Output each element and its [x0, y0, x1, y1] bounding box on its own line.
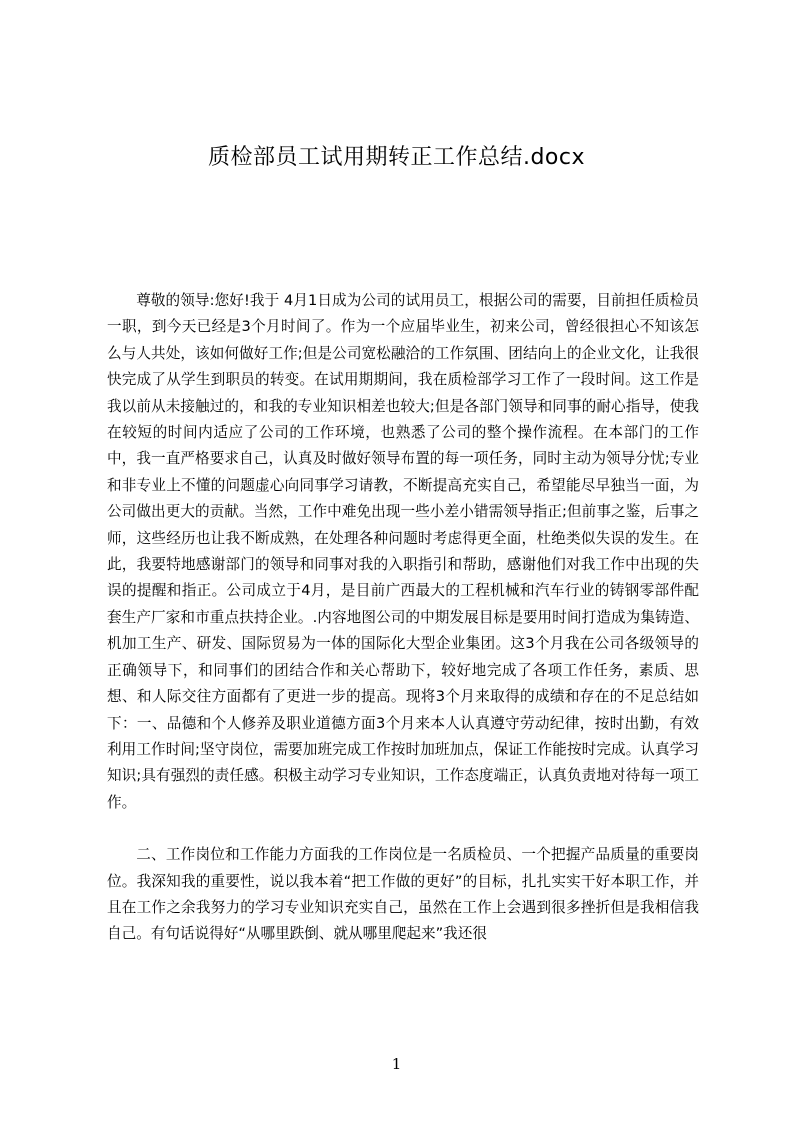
document-title: 质检部员工试用期转正工作总结.docx	[207, 145, 586, 170]
page-number: 1	[391, 1055, 402, 1073]
paragraph-2: 二、工作岗位和工作能力方面我的工作岗位是一名质检员、一个把握产品质量的重要岗位。我深知我的重要性，说以我本着“把工作做的更好”的目标，扎扎实实干好本职工作，并且在工作之余我努力的学习专业知识充实自己，虽然在工作上会遇到很多挫折但是我相信我自己。有句话说得好“从哪里跌倒、就从哪里爬起来”我还很	[107, 846, 699, 943]
paragraph-1: 尊敬的领导:您好!我于 4月1日成为公司的试用员工，根据公司的需要，目前担任质检员一职，到今天已经是3个月时间了。作为一个应届毕业生，初来公司，曾经很担心不知该怎么与人共处，该如何做好工作;但是公司宽松融洽的工作氛围、团结向上的企业文化，让我很快完成了从学生到职员的转变。在试用期期间，我在质检部学习工作了一段时间。这工作是我以前从未接触过的，和我的专业知识相差也较大;但是各部门领导和同事的耐心指导，使我在较短的时间内适应了公司的工作环境，也熟悉了公司的整个操作流程。在本部门的工作中，我一直严格要求自己，认真及时做好领导布置的每一项任务，同时主动为领导分忧;专业和非专业上不懂的问题虚心向同事学习请教，不断提高充实自己，希望能尽早独当一面，为公司做出更大的贡献。当然，工作中难免出现一些小差小错需领导指正;但前事之鉴，后事之师，这些经历也让我不断成熟，在处理各种问题时考虑得更全面，杜绝类似失误的发生。在此，我要特地感谢部门的领导和同事对我的入职指引和帮助，感谢他们对我工作中出现的失误的提醒和指正。公司成立于4月，是目前广西最大的工程机械和汽车行业的铸钢零部件配套生产厂家和市重点扶持企业。.内容地图公司的中期发展目标是要用时间打造成为集铸造、机加工生产、研发、国际贸易为一体的国际化大型企业集团。这3个月我在公司各级领导的正确领导下，和同事们的团结合作和关心帮助下，较好地完成了各项工作任务，素质、思想、和人际交往方面都有了更进一步的提高。现将3个月来取得的成绩和存在的不足总结如下：一、品德和个人修养及职业道德方面3个月来本人认真遵守劳动纪律，按时出勤，有效利用工作时间;坚守岗位，需要加班完成工作按时加班加点，保证工作能按时完成。认真学习知识;具有强烈的责任感。积极主动学习专业知识，工作态度端正，认真负责地对待每一项工作。	[107, 292, 699, 811]
document-body	[107, 288, 699, 948]
